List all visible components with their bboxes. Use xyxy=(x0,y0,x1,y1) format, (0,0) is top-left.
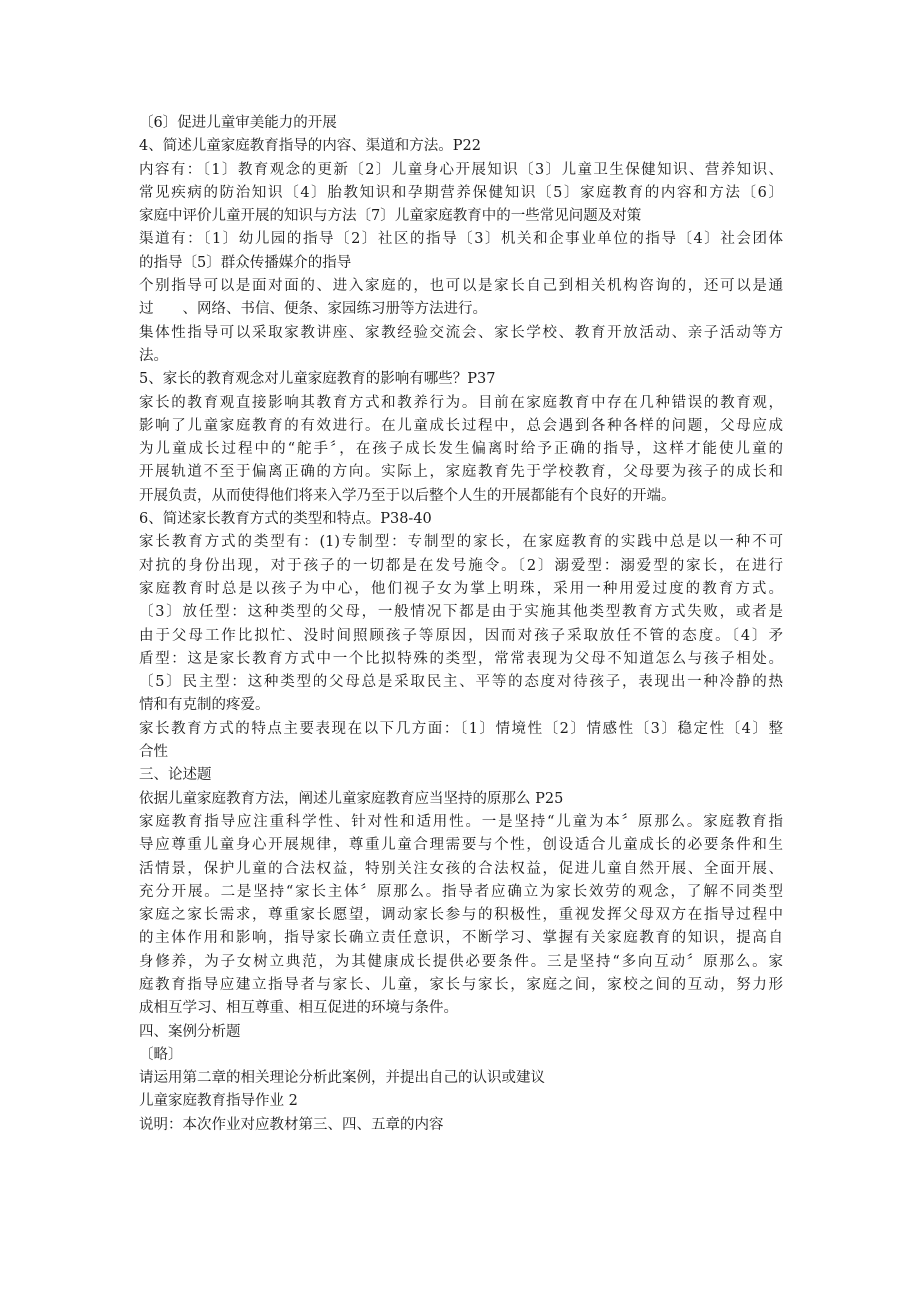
text-line: 对抗的身份出现，对于孩子的一切都是在发号施令。〔2〕溺爱型：溺爱型的家长，在进行 xyxy=(139,557,783,574)
text-line: 6、简述家长教育方式的类型和特点。P38-40 xyxy=(139,511,432,528)
text-line: 成相互学习、相互尊重、相互促进的环境与条件。 xyxy=(139,1000,458,1017)
text-line: 家庭教育时总是以孩子为中心，他们视子女为掌上明珠，采用一种用爱过度的教育方式。 xyxy=(139,580,783,597)
text-line: 导应尊重儿童身心开展规律，尊重儿童合理需要与个性，创设适合儿童成长的必要条件和生 xyxy=(139,837,783,854)
text-line: 个别指导可以是面对面的、进入家庭的，也可以是家长自己到相关机构咨询的，还可以是通 xyxy=(139,278,783,295)
text-line: 四、案例分析题 xyxy=(139,1023,241,1040)
text-line: 盾型：这是家长教育方式中一个比拟特殊的类型，常常表现为父母不知道怎么与孩子相处。 xyxy=(139,650,783,667)
text-line: 4、简述儿童家庭教育指导的内容、渠道和方法。P22 xyxy=(139,138,481,155)
text-line: 常见疾病的防治知识〔4〕胎教知识和孕期营养保健知识〔5〕家庭教育的内容和方法〔6〕 xyxy=(139,184,783,201)
text-line: 过 、网络、书信、便条、家园练习册等方法进行。 xyxy=(139,301,487,318)
text-line: 家庭中评价儿童开展的知识与方法〔7〕儿童家庭教育中的一些常见问题及对策 xyxy=(139,208,642,225)
text-line: 家庭之家长需求，尊重家长愿望，调动家长参与的积极性，重视发挥父母双方在指导过程中 xyxy=(139,907,783,924)
text-line: 集体性指导可以采取家教讲座、家教经验交流会、家长学校、教育开放活动、亲子活动等方 xyxy=(139,324,783,341)
text-line: 〔5〕民主型：这种类型的父母总是采取民主、平等的态度对待孩子，表现出一种冷静的热 xyxy=(139,674,783,691)
text-line: 家长的教育观直接影响其教育方式和教养行为。目前在家庭教育中存在几种错误的教育观， xyxy=(139,394,783,411)
text-line: 影响了儿童家庭教育的有效进行。在儿童成长过程中，总会遇到各种各样的问题，父母应成 xyxy=(139,417,783,434)
text-line: 的主体作用和影响，指导家长确立责任意识，不断学习、掌握有关家庭教育的知识，提高自 xyxy=(139,930,783,947)
text-line: 5、家长的教育观念对儿童家庭教育的影响有哪些？P37 xyxy=(139,371,496,388)
text-line: 〔3〕放任型：这种类型的父母，一般情况下都是由于实施其他类型教育方式失败，或者是 xyxy=(139,604,783,621)
text-line: 三、论述题 xyxy=(139,767,212,784)
text-line: 为儿童成长过程中的“舵手〞，在孩子成长发生偏离时给予正确的指导，这样才能使儿童的 xyxy=(139,441,783,458)
text-line: 〔6〕促进儿童审美能力的开展 xyxy=(139,115,337,131)
text-line: 开展负责，从而使得他们将来入学乃至于以后整个人生的开展都能有个良好的开端。 xyxy=(139,487,676,504)
text-line: 说明：本次作业对应教材第三、四、五章的内容 xyxy=(139,1116,444,1133)
text-line: 请运用第二章的相关理论分析此案例，并提出自己的认识或建议 xyxy=(139,1070,545,1087)
text-line: 家长教育方式的特点主要表现在以下几方面：〔1〕情境性〔2〕情感性〔3〕稳定性〔4〕整 xyxy=(139,720,783,737)
text-line: 活情景，保护儿童的合法权益，特别关注女孩的合法权益，促进儿童自然开展、全面开展、 xyxy=(139,860,783,877)
text-line: 身修养，为子女树立典范，为其健康成长提供必要条件。三是坚持“多向互动〞原那么。家 xyxy=(139,953,783,970)
text-line: 由于父母工作比拟忙、没时间照顾孩子等原因，因而对孩子采取放任不管的态度。〔4〕矛 xyxy=(139,627,783,644)
text-line: 的指导〔5〕群众传播媒介的指导 xyxy=(139,254,352,271)
text-line: 依据儿童家庭教育方法，阐述儿童家庭教育应当坚持的原那么 P25 xyxy=(139,790,564,807)
text-line: 内容有：〔1〕教育观念的更新〔2〕儿童身心开展知识〔3〕儿童卫生保健知识、营养知识、 xyxy=(139,161,783,178)
text-line: 法。 xyxy=(139,347,168,364)
text-line: 儿童家庭教育指导作业 2 xyxy=(139,1093,298,1110)
text-line: 情和有克制的疼爱。 xyxy=(139,697,270,714)
document-body xyxy=(139,112,783,1137)
text-line: 渠道有：〔1〕幼儿园的指导〔2〕社区的指导〔3〕机关和企事业单位的指导〔4〕社会团体 xyxy=(139,231,783,248)
text-line: 合性 xyxy=(139,744,168,761)
text-line: 充分开展。二是坚持“家长主体〞原那么。指导者应确立为家长效劳的观念，了解不同类型 xyxy=(139,883,783,900)
text-line: 家长教育方式的类型有：(1)专制型：专制型的家长，在家庭教育的实践中总是以一种不可 xyxy=(139,534,783,551)
text-line: 〔略〕 xyxy=(139,1046,183,1063)
text-line: 庭教育指导应建立指导者与家长、儿童，家长与家长，家庭之间，家校之间的互动，努力形 xyxy=(139,976,783,993)
text-line: 开展轨道不至于偏离正确的方向。实际上，家庭教育先于学校教育，父母要为孩子的成长和 xyxy=(139,464,783,481)
text-line: 家庭教育指导应注重科学性、针对性和适用性。一是坚持“儿童为本〞原那么。家庭教育指 xyxy=(139,813,783,830)
